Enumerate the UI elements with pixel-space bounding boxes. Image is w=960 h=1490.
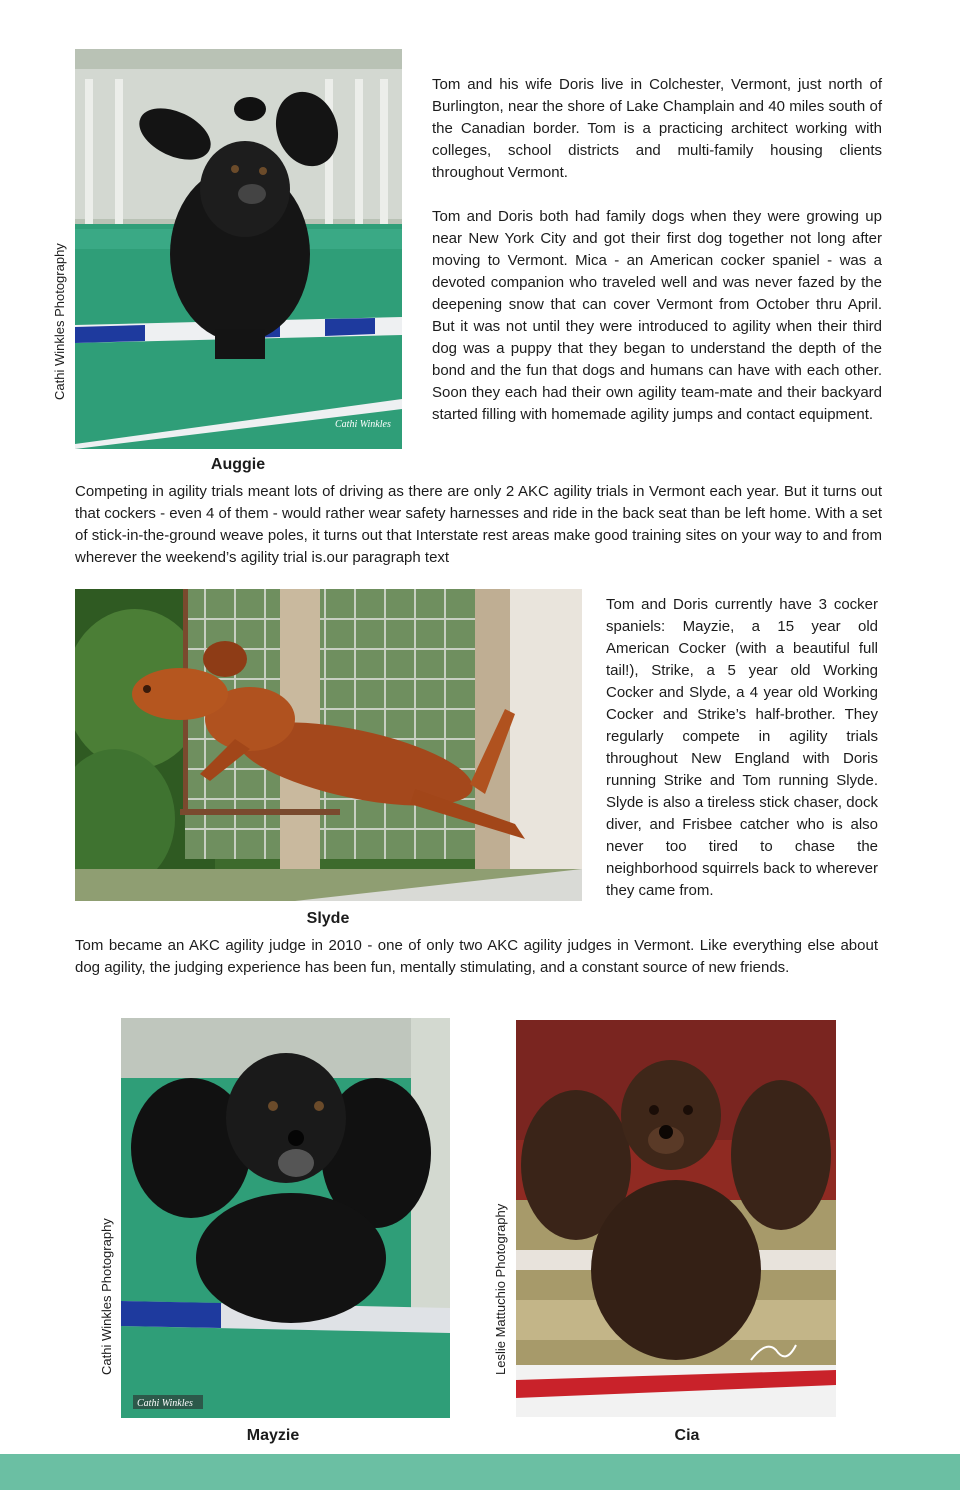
slyde-photo xyxy=(75,589,582,901)
mayzie-watermark: Cathi Winkles xyxy=(137,1398,193,1409)
cia-photo xyxy=(516,1020,836,1417)
auggie-photo-credit: Cathi Winkles Photography xyxy=(52,243,67,400)
paragraph-current-dogs: Tom and Doris currently have 3 cocker spaniels: Mayzie, a 15 year old American Cocker (with a beautiful full tail!), Strike, a 5 year old Working Cocker and Slyde, a 4 year old Working Cocker and Strike’s half-brother. They regularly compete in agility trials throughout New England with Doris running Strike and Tom running Slyde. Slyde is also a tireless stick chaser, dock diver, and Frisbee catcher who is also never too tired to chase the neighborhood squirrels back to wherever they came from. xyxy=(606,596,878,899)
paragraph-trials: Competing in agility trials meant lots of driving as there are only 2 AKC agility trials in Vermont each year. But it turns out that cockers - even 4 of them - would rather wear safety harnesses and ride in the back seat than be left home. With a set of stick-in-the-ground weave poles, it turns out that Interstate rest areas make good training sites on your way to and from wherever the weekend’s agility trial is.our paragraph text xyxy=(75,483,882,566)
auggie-watermark: Cathi Winkles xyxy=(335,419,391,430)
mayzie-caption: Mayzie xyxy=(246,1427,300,1444)
footer-band xyxy=(0,1454,960,1490)
slyde-caption: Slyde xyxy=(306,910,350,927)
paragraph-family-dogs: Tom and Doris both had family dogs when they were growing up near New York City and got their first dog together not long after moving to Vermont. Mica - an American cocker spaniel - was a devoted companion who traveled well and was never fazed by the deepening snow that can cover Vermont from October thru April. But it was not until they were introduced to agility when their third dog was a puppy that they began to understand the depth of the bond and the fun that dogs and humans can have with each other. Soon they each had their own agility team-mate and their backyard started filling with homemade agility jumps and contact equipment. xyxy=(432,208,882,423)
paragraph-intro: Tom and his wife Doris live in Colchester, Vermont, just north of Burlington, near the shore of Lake Champlain and 40 miles south of the Canadian border. Tom is a practicing architect working with colleges, school districts and multi-family housing clients throughout Vermont. xyxy=(432,76,882,181)
mayzie-photo xyxy=(121,1018,450,1418)
mayzie-photo-credit: Cathi Winkles Photography xyxy=(99,1218,114,1375)
auggie-caption: Auggie xyxy=(210,456,266,473)
intro-text-block xyxy=(432,74,882,426)
cia-caption: Cia xyxy=(674,1427,700,1444)
paragraph-judge: Tom became an AKC agility judge in 2010 - one of only two AKC agility judges in Vermont. Like everything else about dog agility, the judging experience has been fun, mentally stimulating, and a constant source of new friends. xyxy=(75,937,878,976)
cia-photo-credit: Leslie Mattuchio Photography xyxy=(493,1203,508,1375)
auggie-photo xyxy=(75,49,402,449)
